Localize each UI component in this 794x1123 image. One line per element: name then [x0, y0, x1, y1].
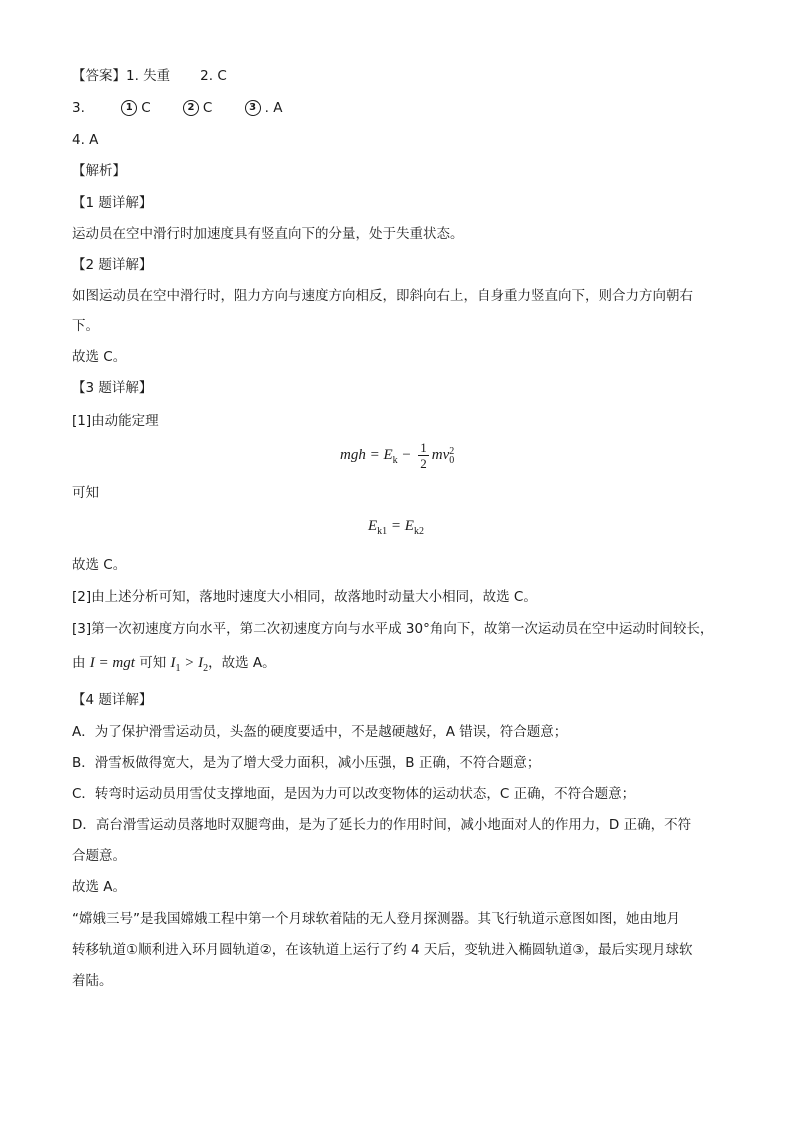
q4-option-d-line-1: D．高台滑雪运动员落地时双腿弯曲，是为了延长力的作用时间，减小地面对人的作用力，D 正确，不符: [72, 817, 692, 833]
circled-number-3: 3: [245, 100, 261, 116]
fraction-one-half: $\frac{1}{2}$: [420, 440, 427, 471]
q3-paragraph-1: [1]由动能定理: [72, 413, 159, 429]
q1-text: 运动员在空中滑行时加速度具有竖直向下的分量，处于失重状态。: [72, 226, 464, 242]
q3-heading: 【3 题详解】: [72, 380, 153, 396]
answer-q3-item-2: C: [202, 100, 213, 116]
q1-heading: 【1 题详解】: [72, 195, 153, 211]
q4-option-a: A．为了保护滑雪运动员，头盔的硬度要适中，不是越硬越好，A 错误，符合题意；: [72, 724, 568, 740]
q3-paragraph-3-line-1: [3]第一次初速度方向水平，第二次初速度方向与水平成 30°角向下，故第一次运动员在空中运动时间较长，: [72, 621, 714, 637]
equation-ek1-equals-ek2: $E_{k1} = E_{k2}$: [368, 518, 424, 537]
answer-q3-item-1: C: [141, 100, 151, 116]
q3-paragraph-2: [2]由上述分析可知，落地时速度大小相同，故落地时动量大小相同，故选 C。: [72, 589, 537, 605]
circled-number-1: 1: [121, 100, 137, 116]
q2-heading: 【2 题详解】: [72, 257, 153, 273]
answer-q3-num: 3.: [72, 100, 85, 116]
passage-line-3: 着陆。: [72, 973, 113, 989]
answer-q2: 2. C: [200, 68, 227, 84]
q4-option-b: B．滑雪板做得宽大，是为了增大受力面积，减小压强，B 正确，不符合题意；: [72, 755, 541, 771]
q3-kezhi: 可知: [72, 485, 99, 501]
circled-number-2: 2: [183, 100, 199, 116]
q2-text-line-1: 如图运动员在空中滑行时，阻力方向与速度方向相反，即斜向右上，自身重力竖直向下，则合力方向朝右: [72, 288, 693, 304]
q4-option-d-line-2: 合题意。: [72, 848, 126, 864]
analysis-label: 【解析】: [72, 163, 126, 179]
answer-line-1: [72, 66, 227, 86]
q2-choice: 故选 C。: [72, 349, 127, 365]
answer-q1: 1. 失重: [126, 68, 171, 84]
q2-text-line-2: 下。: [72, 318, 99, 334]
answer-line-3: [72, 98, 282, 118]
q4-option-c: C．转弯时运动员用雪仗支撑地面，是因为力可以改变物体的运动状态，C 正确，不符合题意；: [72, 786, 636, 802]
answer-q4: 4. A: [72, 132, 99, 148]
passage-line-2: 转移轨道①顺利进入环月圆轨道②，在该轨道上运行了约 4 天后，变轨进入椭圆轨道③，最后实现月球软: [72, 942, 693, 958]
answer-q3-item-3: . A: [264, 100, 283, 116]
answer-label: 【答案】: [72, 68, 126, 84]
equation-kinetic-energy-theorem: mgh = $E_k$ − $\frac{1}{2}$ mv 2 0: [340, 440, 455, 471]
q4-choice: 故选 A。: [72, 879, 127, 895]
q3-choice-1: 故选 C。: [72, 557, 127, 573]
passage-line-1: “嫦娥三号”是我国嫦娥工程中第一个月球软着陆的无人登月探测器。其飞行轨道示意图如图，她由地月: [72, 911, 680, 927]
impulse-comparison: $I_1 > I_2$: [170, 655, 209, 674]
q4-heading: 【4 题详解】: [72, 692, 153, 708]
impulse-formula: I = mgt: [89, 655, 135, 671]
q3-paragraph-3-line-2: 由 I = mgt 可知 $I_1 > I_2$，故选 A。: [72, 655, 276, 674]
